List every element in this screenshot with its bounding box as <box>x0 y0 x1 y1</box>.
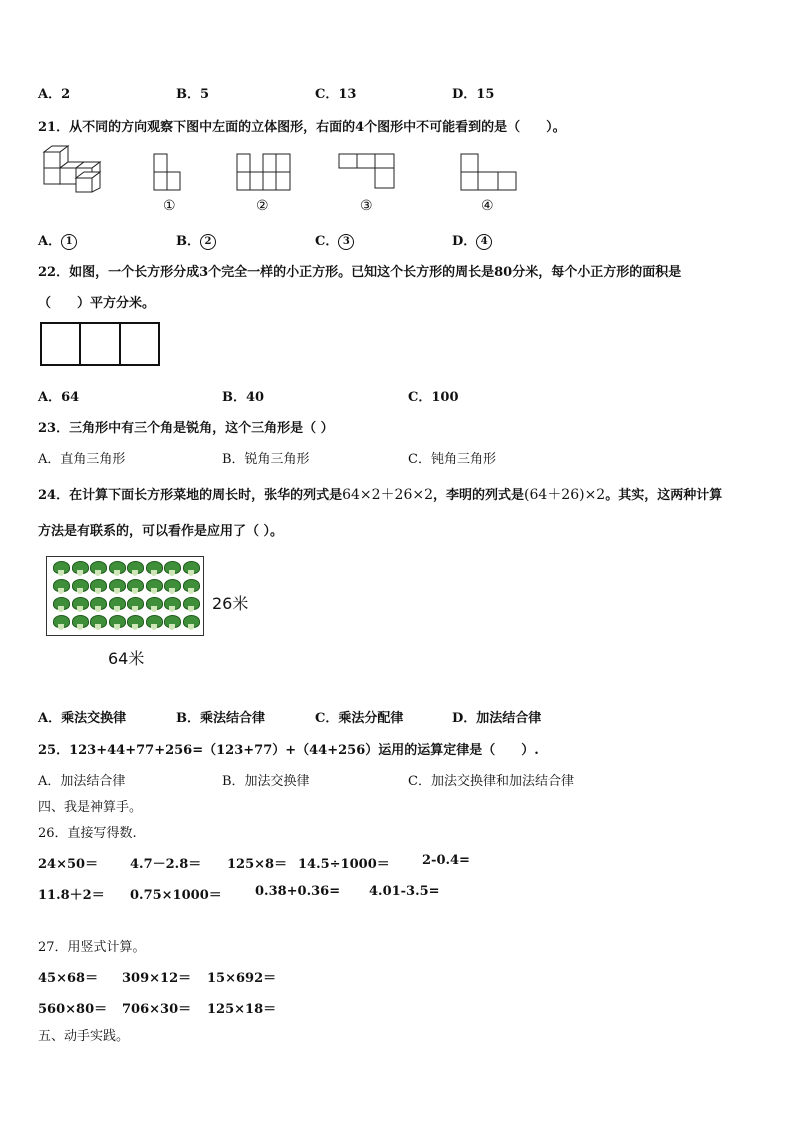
vegetable-icon <box>70 560 89 578</box>
vegetable-icon <box>125 560 144 578</box>
section-4-heading: 四、我是神算手。 <box>38 800 143 815</box>
q25-option-c: C．加法交换律和加法结合律 <box>408 774 574 789</box>
q26-item: 4.01-3.5= <box>369 884 440 899</box>
section-5-heading: 五、动手实践。 <box>38 1029 130 1044</box>
q20-option-a: A．2 <box>38 87 71 102</box>
vegetable-icon <box>107 578 126 596</box>
q27-title: 27．用竖式计算。 <box>38 940 146 955</box>
vegetable-icon <box>181 560 200 578</box>
q22-option-b: B．40 <box>222 390 265 405</box>
q22-question-line1: 22．如图，一个长方形分成3个完全一样的小正方形。已知这个长方形的周长是80分米，每个小正方形的面积是 <box>38 265 682 280</box>
circled-number-icon: 2 <box>200 234 216 250</box>
vegetable-icon <box>51 614 70 632</box>
q21-option-a: A． 1 <box>38 230 77 250</box>
q20-option-c: C．13 <box>315 87 357 102</box>
q24-option-d: D．加法结合律 <box>452 711 542 726</box>
q21-option-b: B． 2 <box>176 230 216 250</box>
q26-item: 14.5÷1000＝ <box>298 857 390 872</box>
q27-item: 45×68＝ <box>38 971 99 986</box>
vegetable-icon <box>144 578 163 596</box>
q25-option-b: B．加法交换律 <box>222 774 310 789</box>
circled-number-icon: 4 <box>476 234 492 250</box>
vegetable-icon <box>144 614 163 632</box>
vegetable-icon <box>88 578 107 596</box>
vegetable-garden-image <box>46 556 204 636</box>
vegetable-icon <box>88 614 107 632</box>
q23-option-c: C．钝角三角形 <box>408 452 496 467</box>
three-squares-rectangle <box>40 322 160 366</box>
q21-option-c: C． 3 <box>315 230 354 250</box>
q26-item: 125×8＝ <box>227 857 288 872</box>
q27-item: 15×692＝ <box>207 971 277 986</box>
vegetable-icon <box>107 614 126 632</box>
view-label-3: ③ <box>360 198 373 214</box>
solid-figure <box>44 146 100 192</box>
q22-option-c: C．100 <box>408 390 459 405</box>
q26-item: 4.7－2.8＝ <box>130 857 202 872</box>
vegetable-icon <box>181 578 200 596</box>
q25-question: 25．123+44+77+256=（123+77）+（44+256）运用的运算定律是（ ）. <box>38 743 539 758</box>
q23-question: 23．三角形中有三个角是锐角，这个三角形是（ ） <box>38 421 334 436</box>
q26-item: 2-0.4= <box>422 853 470 868</box>
vegetable-icon <box>51 596 70 614</box>
q26-item: 11.8＋2＝ <box>38 888 105 903</box>
q27-item: 125×18＝ <box>207 1002 277 1017</box>
vegetable-icon <box>125 578 144 596</box>
view-label-4: ④ <box>481 198 494 214</box>
vegetable-icon <box>162 578 181 596</box>
q27-item: 309×12＝ <box>122 971 192 986</box>
q20-option-b: B．5 <box>176 87 210 102</box>
formula-zhanghua: 64×2＋26×2 <box>342 487 433 503</box>
vegetable-icon <box>88 596 107 614</box>
q20-option-d: D．15 <box>452 87 495 102</box>
q24-option-a: A．乘法交换律 <box>38 711 127 726</box>
view-label-1: ① <box>163 198 176 214</box>
q21-option-d: D． 4 <box>452 230 492 250</box>
q27-item: 706×30＝ <box>122 1002 192 1017</box>
vegetable-icon <box>125 596 144 614</box>
q24-option-b: B．乘法结合律 <box>176 711 265 726</box>
vegetable-icon <box>70 578 89 596</box>
view-label-2: ② <box>256 198 269 214</box>
q26-item: 0.38+0.36= <box>255 884 341 899</box>
garden-width-label: 26米 <box>212 594 249 613</box>
vegetable-icon <box>125 614 144 632</box>
q24-option-c: C．乘法分配律 <box>315 711 404 726</box>
view-2 <box>237 154 290 190</box>
formula-liming: (64＋26)×2 <box>524 487 606 503</box>
vegetable-icon <box>162 614 181 632</box>
vegetable-icon <box>144 596 163 614</box>
q22-option-a: A．64 <box>38 390 80 405</box>
q23-option-a: A．直角三角形 <box>38 452 126 467</box>
vegetable-icon <box>181 614 200 632</box>
vegetable-icon <box>144 560 163 578</box>
q21-figures <box>40 144 520 216</box>
vegetable-icon <box>181 596 200 614</box>
q21-question: 21．从不同的方向观察下图中左面的立体图形，右面的4个图形中不可能看到的是（ ）。 <box>38 120 566 135</box>
vegetable-icon <box>51 560 70 578</box>
q24-question-line1: 24．在计算下面长方形菜地的周长时，张华的列式是64×2＋26×2，李明的列式是(64＋26)×2。其实，这两种计算 <box>38 487 723 503</box>
view-3 <box>339 154 394 188</box>
q23-option-b: B．锐角三角形 <box>222 452 310 467</box>
garden-length-label: 64米 <box>108 649 145 668</box>
q26-item: 24×50＝ <box>38 857 99 872</box>
vegetable-icon <box>88 560 107 578</box>
circled-number-icon: 1 <box>61 234 77 250</box>
vegetable-icon <box>70 596 89 614</box>
q22-question-line2: （ ）平方分米。 <box>38 296 156 311</box>
vegetable-icon <box>107 596 126 614</box>
vegetable-icon <box>162 596 181 614</box>
view-4 <box>461 154 516 190</box>
vegetable-icon <box>162 560 181 578</box>
q27-item: 560×80＝ <box>38 1002 108 1017</box>
vegetable-icon <box>70 614 89 632</box>
q24-question-line2: 方法是有联系的，可以看作是应用了（ ）。 <box>38 524 284 539</box>
q26-item: 0.75×1000＝ <box>130 888 222 903</box>
q26-title: 26．直接写得数. <box>38 826 137 841</box>
circled-number-icon: 3 <box>338 234 354 250</box>
vegetable-icon <box>107 560 126 578</box>
view-1 <box>154 154 180 190</box>
vegetable-icon <box>51 578 70 596</box>
q25-option-a: A．加法结合律 <box>38 774 126 789</box>
